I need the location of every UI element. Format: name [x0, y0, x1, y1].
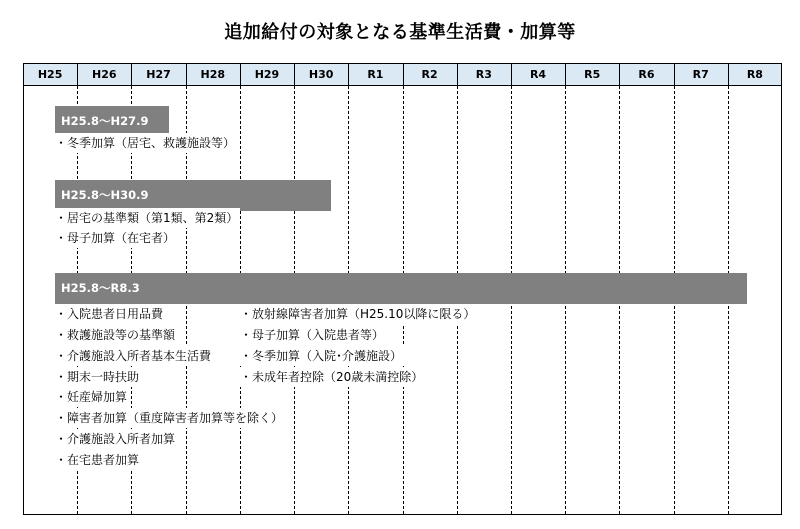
- list-item: ・放射線障害者加算（H25.10以降に限る）: [240, 304, 477, 324]
- year-header-cell: H26: [92, 68, 117, 81]
- list-item: ・母子加算（在宅者）: [55, 228, 177, 248]
- year-header-cell: R6: [638, 68, 655, 81]
- header-divider: [403, 63, 404, 86]
- list-item: ・救護施設等の基準額: [55, 325, 177, 345]
- list-item: ・妊産婦加算: [55, 387, 129, 407]
- year-header-cell: R8: [746, 68, 763, 81]
- header-divider: [674, 63, 675, 86]
- year-header-cell: R2: [421, 68, 438, 81]
- header-divider: [511, 63, 512, 86]
- header-divider: [294, 63, 295, 86]
- header-divider: [348, 63, 349, 86]
- year-header-cell: R7: [692, 68, 709, 81]
- header-divider: [240, 63, 241, 86]
- year-header-cell: H25: [37, 68, 63, 81]
- header-divider: [619, 63, 620, 86]
- header-divider: [457, 63, 458, 86]
- list-item: ・未成年者控除（20歳未満控除）: [240, 367, 425, 387]
- year-header-cell: R4: [529, 68, 547, 81]
- header-divider: [186, 63, 187, 86]
- period-bar: H25.8〜R8.3: [55, 273, 747, 304]
- list-item: ・介護施設入所者基本生活費: [55, 346, 213, 366]
- header-divider: [77, 63, 78, 86]
- list-item: ・冬季加算（居宅、救護施設等）: [55, 133, 237, 153]
- list-item: ・居宅の基準類（第1類、第2類）: [55, 208, 240, 228]
- year-header-cell: H27: [146, 68, 171, 81]
- period-bar: H25.8〜H27.9: [55, 106, 169, 137]
- header-divider: [565, 63, 566, 86]
- year-header-cell: R5: [584, 68, 601, 81]
- list-item: ・在宅患者加算: [55, 450, 141, 470]
- list-item: ・冬季加算（入院･介護施設）: [240, 346, 404, 366]
- header-divider: [728, 63, 729, 86]
- list-item: ・介護施設入所者加算: [55, 429, 177, 449]
- list-item: ・障害者加算（重度障害者加算等を除く）: [55, 408, 285, 428]
- period-bar: H25.8〜H30.9: [55, 180, 331, 211]
- list-item: ・母子加算（入院患者等）: [240, 325, 386, 345]
- list-item: ・入院患者日用品費: [55, 304, 165, 324]
- year-header-cell: R3: [475, 68, 492, 81]
- diagram-title: 追加給付の対象となる基準生活費・加算等: [224, 22, 576, 43]
- year-header-cell: H28: [200, 68, 225, 81]
- year-header-cell: H30: [308, 68, 334, 81]
- year-header-cell: R1: [367, 68, 384, 81]
- header-divider: [131, 63, 132, 86]
- list-item: ・期末一時扶助: [55, 367, 141, 387]
- year-header-cell: H29: [254, 68, 280, 81]
